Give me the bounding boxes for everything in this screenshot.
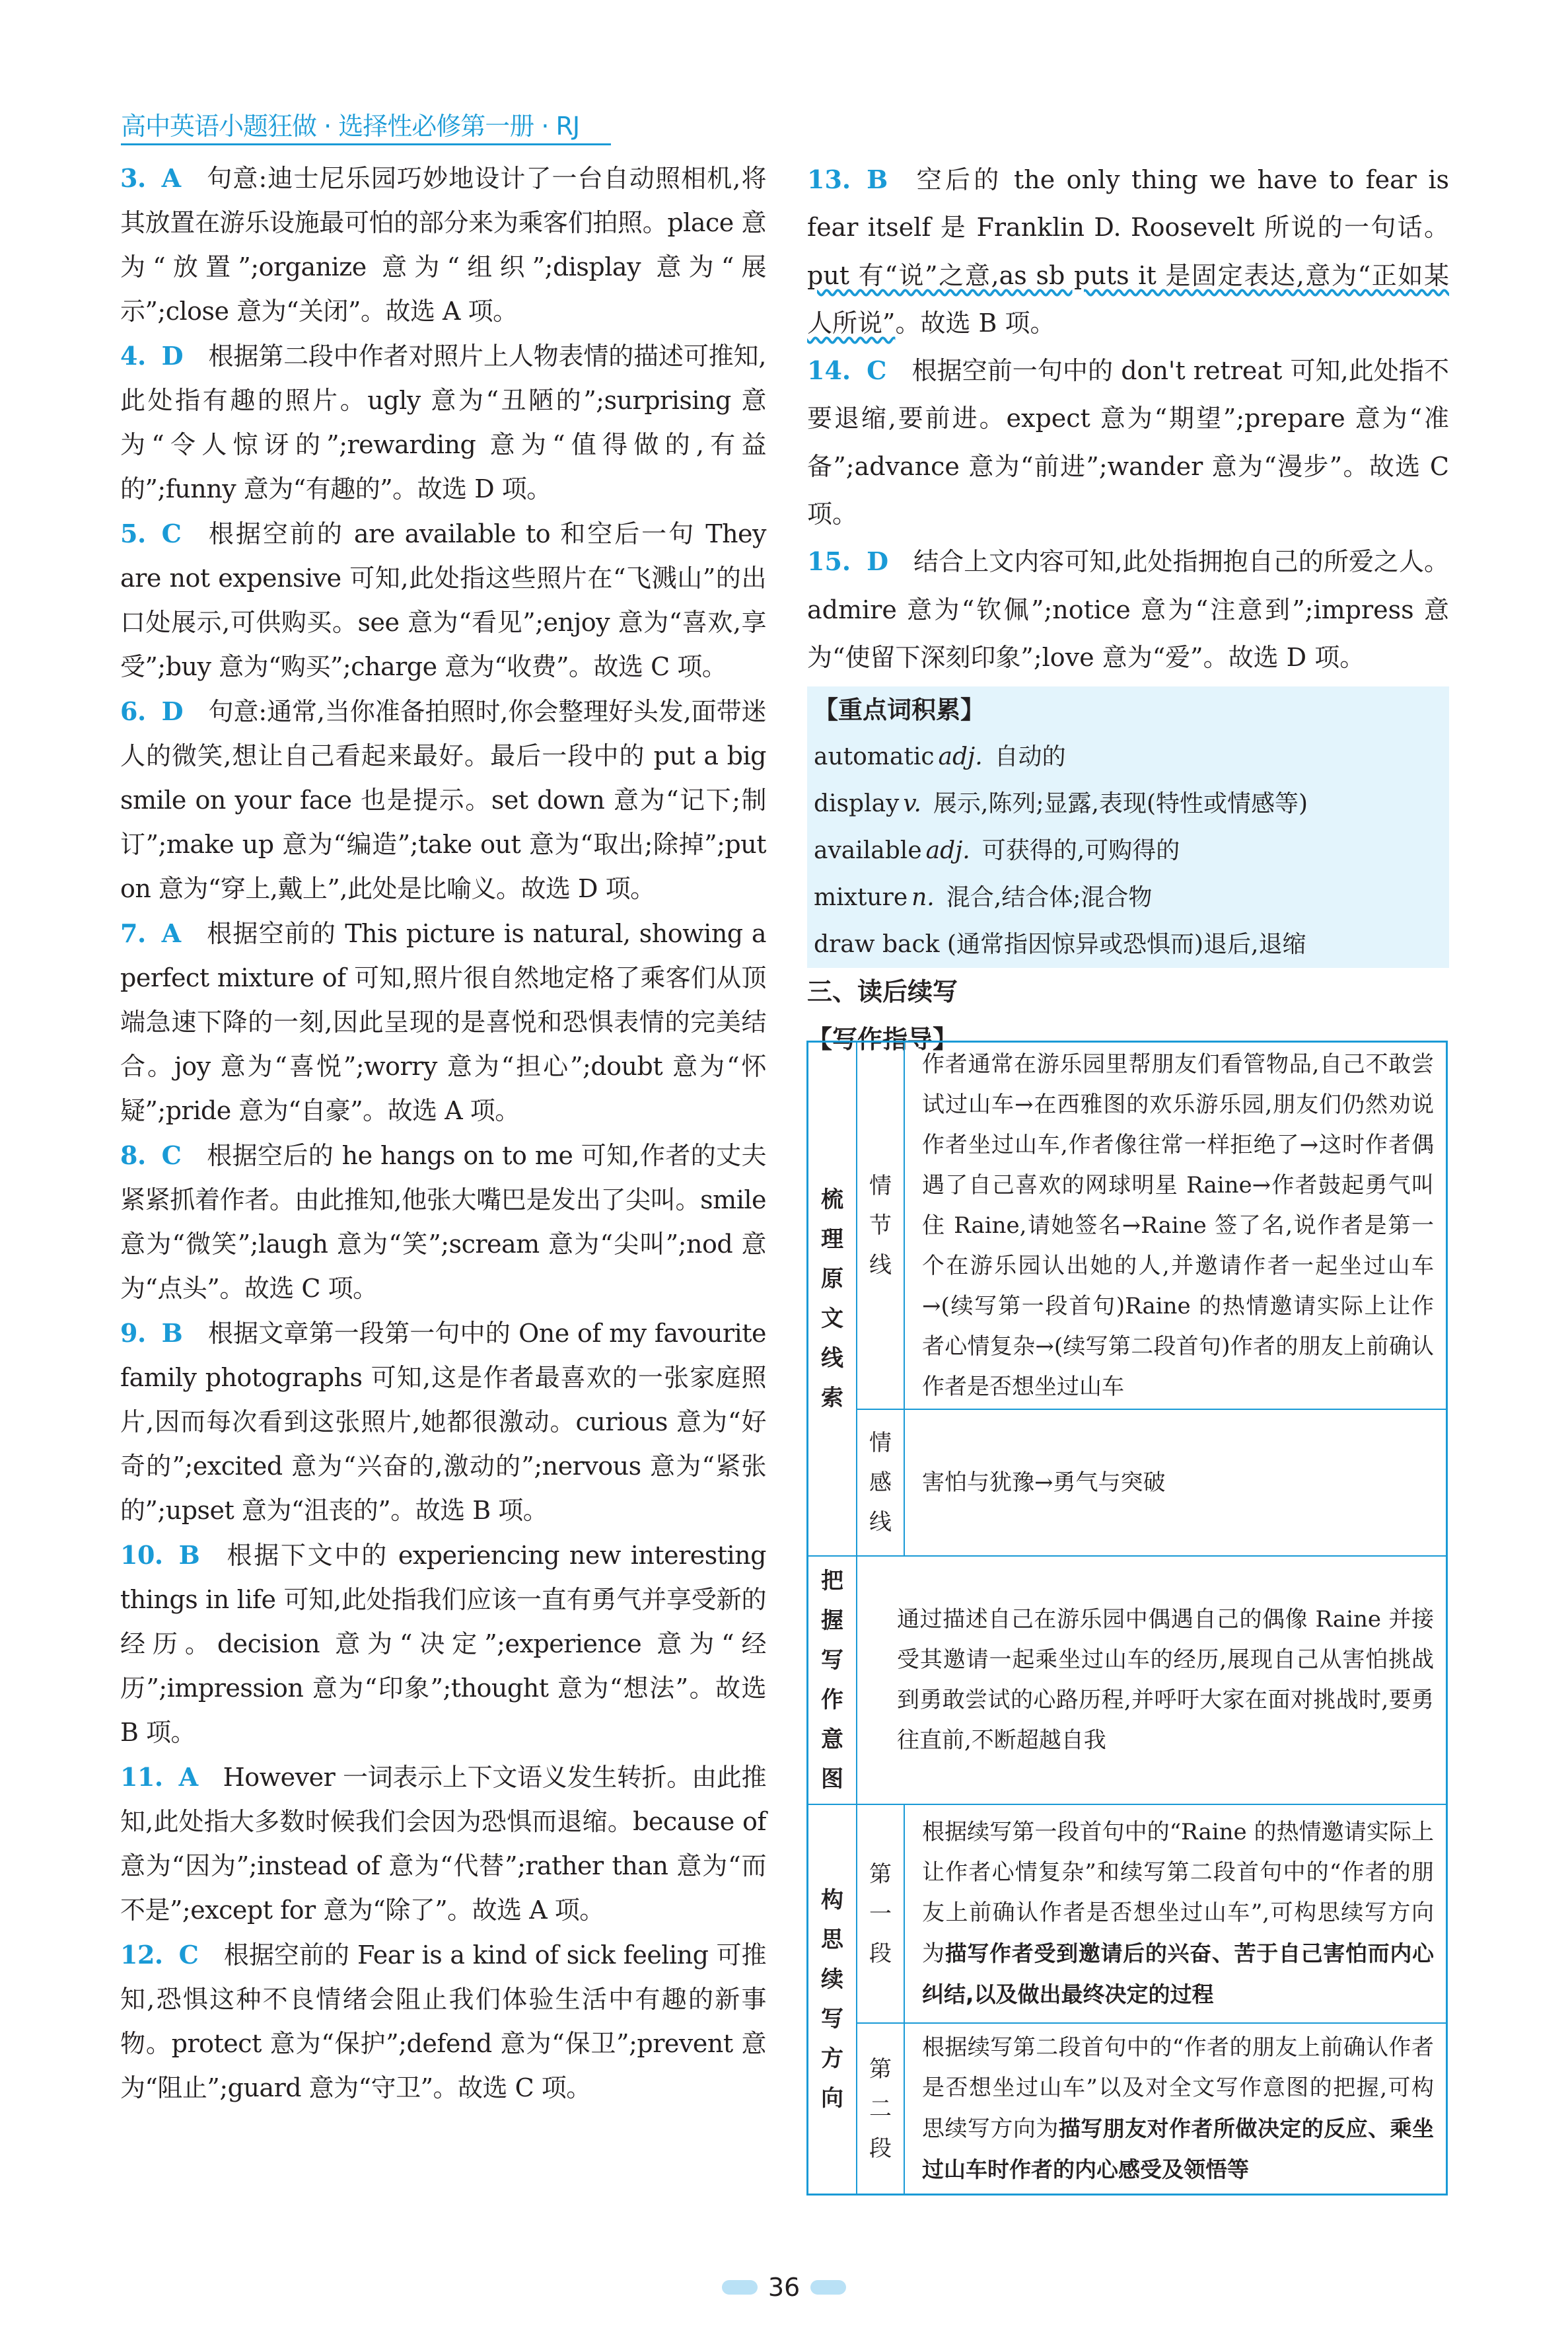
answer-item — [120, 1133, 766, 1311]
item-number: 11. — [120, 1762, 163, 1792]
writing-intent-text: 通过描述自己在游乐园中偶遇自己的偶像 Raine 并接受其邀请一起乘坐过山车的经历,展现自己从害怕挑战到勇敢尝试的心路历程,并呼吁大家在面对挑战时,要勇往直前,不断超越自我 — [857, 1557, 1446, 1805]
vocab-meaning: 展示,陈列;显露,表现(特性或情感等) — [933, 790, 1308, 818]
item-explanation: However 一词表示上下文语义发生转折。由此推知,此处指大多数时候我们会因为恐惧而退缩。because of 意为“因为”;instead of 意为“代替”;rather than 意为“而不是”;except for 意为“除了”。故选 A 项。 — [120, 1763, 766, 1925]
item-answer: D — [161, 696, 184, 726]
label-char: 思 — [821, 1927, 843, 1953]
item-number: 3. — [120, 163, 146, 193]
label-char: 图 — [821, 1766, 843, 1792]
page-pill-left — [722, 2280, 758, 2295]
item-answer: C — [178, 1940, 199, 1970]
label-char: 续 — [821, 1966, 843, 1993]
item-number: 15. — [807, 546, 851, 577]
vocab-meaning: (通常指因惊异或恐惧而)退后,退缩 — [946, 931, 1306, 959]
item-explanation: 句意:迪士尼乐园巧妙地设计了一台自动照相机,将其放置在游乐设施最可怕的部分来为乘客们拍照。place 意为“放置”;organize 意为“组织”;display 意为“展示”;close 意为“关闭”。故选 A 项。 — [120, 164, 766, 326]
paragraph-1-direction — [905, 1805, 1446, 2024]
p1-text: 根据续写第一段首句中的“Raine 的热情邀请实际上让作者心情复杂”和续写第二段首句中的“作者的朋友上前确认作者是否想坐过山车”,可构思续写方向为 — [922, 1819, 1434, 1967]
answer-item — [120, 511, 766, 689]
label-continuation-direction — [808, 1805, 857, 2194]
plot-line-text: 作者通常在游乐园里帮朋友们看管物品,自己不敢尝试过山车→在西雅图的欢乐游乐园,朋友们仍然劝说作者坐过山车,作者像往常一样拒绝了→这时作者偶遇了自己喜欢的网球明星 Raine→作者鼓起勇气叫住 Raine,请她签名→Raine 签了名,说作者是第一个在游乐园认出她的人,并邀请作者一起坐过山车→(续写第一段首句)Raine 的热情邀请实际上让作者心情复杂→(续写第二段首句)作者的朋友上前确认作者是否想坐过山车 — [905, 1043, 1446, 1410]
label-char: 情 — [869, 1430, 892, 1456]
label-char: 第 — [869, 1861, 892, 1888]
page-number: 36 — [767, 2273, 801, 2302]
label-paragraph-2 — [857, 2024, 905, 2194]
item-answer: D — [867, 546, 889, 577]
vocab-pos: adj. — [938, 743, 983, 771]
item-explanation: 根据空后的 he hangs on to me 可知,作者的丈夫紧紧抓着作者。由此推知,他张大嘴巴是发出了尖叫。smile 意为“微笑”;laugh 意为“笑”;scream 意为“尖叫”;nod 意为“点头”。故选 C 项。 — [120, 1141, 766, 1303]
p1-bold-text: 描写作者受到邀请后的兴奋、苦于自己害怕而内心纠结,以及做出最终决定的过程 — [922, 1940, 1435, 2007]
vocab-pos: adj. — [925, 837, 970, 865]
item-answer: A — [161, 163, 181, 193]
vocab-pos: v. — [903, 790, 921, 818]
item-answer: B — [867, 165, 888, 194]
item-answer: D — [161, 341, 184, 371]
item-explanation: 根据文章第一段第一句中的 One of my favourite family photographs 可知,这是作者最喜欢的一张家庭照片,因而每次看到这张照片,她都很激动。curious 意为“好奇的”;excited 意为“兴奋的,激动的”;nervous 意为“紧张的”;upset 意为“沮丧的”。故选 B 项。 — [120, 1319, 766, 1525]
item-number: 5. — [120, 519, 146, 548]
vocab-meaning: 可获得的,可购得的 — [981, 837, 1180, 865]
vocab-word: display — [814, 790, 900, 818]
item-number: 12. — [120, 1940, 163, 1970]
label-char: 理 — [821, 1226, 843, 1253]
vocab-entry — [814, 874, 1443, 921]
label-char: 向 — [821, 2085, 843, 2112]
answer-item — [807, 347, 1449, 538]
item-explanation: 空后的 the only thing we have to fear is fear itself 是 Franklin D. Roosevelt 所说的一句话。 — [807, 165, 1449, 242]
p2-text: 根据续写第二段首句中的“作者的朋友上前确认作者是否想坐过山车”以及对全文写作意图的把握,可构思续写方向为 — [922, 2034, 1434, 2142]
label-char: 索 — [821, 1385, 843, 1411]
label-char: 感 — [869, 1469, 892, 1496]
item-explanation-end: 。故选 B 项。 — [895, 308, 1055, 338]
label-char: 意 — [821, 1726, 843, 1753]
item-number: 6. — [120, 696, 146, 726]
label-writing-intent — [808, 1557, 857, 1805]
item-explanation: 根据空前的 are available to 和空后一句 They are not expensive 可知,此处指这些照片在“飞溅山”的出口处展示,可供购买。see 意为“看见”;enjoy 意为“喜欢,享受”;buy 意为“购买”;charge 意为“收费”。故选 C 项。 — [120, 519, 766, 681]
label-sort-clues — [808, 1043, 857, 1557]
item-number: 14. — [807, 355, 851, 386]
item-answer: B — [161, 1318, 183, 1348]
answer-item — [120, 1533, 766, 1755]
vocab-title: 【重点词积累】 — [814, 696, 985, 725]
item-explanation: 根据第二段中作者对照片上人物表情的描述可推知,此处指有趣的照片。ugly 意为“丑陋的”;surprising 意为“令人惊讶的”;rewarding 意为“值得做的,有益的”;funny 意为“有趣的”。故选 D 项。 — [120, 342, 766, 503]
item-explanation: 结合上文内容可知,此处指拥抱自己的所爱之人。admire 意为“钦佩”;notice 意为“注意到”;impress 意为“使留下深刻印象”;love 意为“爱”。故选 D 项。 — [807, 547, 1449, 672]
right-column — [807, 156, 1449, 1063]
item-answer: C — [161, 519, 182, 548]
vocab-pos: n. — [911, 884, 935, 912]
page-pill-right — [810, 2280, 846, 2295]
answer-item — [120, 1933, 766, 2110]
running-header: 高中英语小题狂做 · 选择性必修第一册 · RJ — [121, 112, 580, 141]
label-paragraph-1 — [857, 1805, 905, 2024]
label-char: 写 — [821, 1647, 843, 1674]
label-char: 方 — [821, 2046, 843, 2072]
label-char: 写 — [821, 2006, 843, 2032]
item-explanation: 根据空前一句中的 don't retreat 可知,此处指不要退缩,要前进。expect 意为“期望”;prepare 意为“准备”;advance 意为“前进”;wander 意为“漫步”。故选 C 项。 — [807, 356, 1449, 529]
item-number: 7. — [120, 918, 146, 948]
vocab-meaning: 混合,结合体;混合物 — [946, 884, 1153, 912]
item-explanation: 根据下文中的 experiencing new interesting things in life 可知,此处指我们应该一直有勇气并享受新的经历。decision 意为“决定”;experience 意为“经历”;impression 意为“印象”;thought 意为“想法”。故选 B 项。 — [120, 1541, 766, 1747]
vocab-meaning: 自动的 — [994, 743, 1066, 771]
vocab-word: available — [814, 837, 922, 865]
answer-item — [807, 538, 1449, 681]
answer-item — [120, 334, 766, 511]
item-answer: C — [161, 1140, 182, 1170]
item-explanation: 根据空前的 Fear is a kind of sick feeling 可推知,恐惧这种不良情绪会阻止我们体验生活中有趣的新事物。protect 意为“保护”;defend 意为“保卫”;prevent 意为“阻止”;guard 意为“守卫”。故选 C 项。 — [120, 1940, 766, 2102]
label-char: 把 — [821, 1568, 843, 1594]
label-char: 二 — [869, 2095, 892, 2122]
vocab-word: mixture — [814, 884, 908, 912]
label-char: 线 — [869, 1509, 892, 1535]
label-char: 文 — [821, 1306, 843, 1332]
label-char: 构 — [821, 1887, 843, 1913]
label-char: 一 — [869, 1900, 892, 1927]
label-char: 情 — [869, 1173, 892, 1199]
header-rule — [121, 143, 611, 145]
vocab-word: automatic — [814, 743, 935, 771]
section-subtitle: 【写作指导】 — [807, 1025, 958, 1054]
emotion-line-text: 害怕与犹豫→勇气与突破 — [905, 1410, 1446, 1557]
label-char: 握 — [821, 1607, 843, 1634]
label-plot-line — [857, 1043, 905, 1410]
p2-bold-text: 描写朋友对作者所做决定的反应、乘坐过山车时作者的内心感受及领悟等 — [922, 2115, 1435, 2182]
label-char: 梳 — [821, 1187, 843, 1213]
label-char: 线 — [869, 1252, 892, 1278]
answer-item — [120, 911, 766, 1133]
item-number: 10. — [120, 1540, 163, 1570]
label-char: 节 — [869, 1212, 892, 1239]
vocab-entry — [814, 921, 1443, 968]
answer-item — [120, 1311, 766, 1533]
left-column — [120, 156, 766, 2110]
section-title: 三、读后续写 — [807, 977, 958, 1007]
vocab-entry — [814, 780, 1443, 827]
vocab-entry — [814, 733, 1443, 780]
key-vocabulary-box — [807, 686, 1449, 968]
label-char: 段 — [869, 2135, 892, 2162]
writing-guide-table — [806, 1041, 1448, 2196]
label-char: 作 — [821, 1687, 843, 1713]
item-explanation: 句意:通常,当你准备拍照时,你会整理好头发,面带迷人的微笑,想让自己看起来最好。最后一段中的 put a big smile on your face 也是提示。set down 意为“记下;制订”;make up 意为“编造”;take out 意为“取出;除掉”;put on 意为“穿上,戴上”,此处是比喻义。故选 D 项。 — [120, 697, 766, 903]
item-answer: B — [178, 1540, 200, 1570]
page-footer — [694, 2273, 874, 2302]
paragraph-2-direction — [905, 2024, 1446, 2194]
item-answer: A — [161, 918, 181, 948]
label-emotion-line — [857, 1410, 905, 1557]
item-answer: C — [867, 355, 887, 386]
item-answer: A — [178, 1762, 198, 1792]
answer-item — [120, 689, 766, 911]
item-number: 4. — [120, 341, 146, 371]
answer-item — [120, 1755, 766, 1933]
label-char: 段 — [869, 1940, 892, 1967]
item-explanation: 根据空前的 This picture is natural, showing a perfect mixture of 可知,照片很自然地定格了乘客们从顶端急速下降的一刻,因此呈现的是喜悦和恐惧表情的完美结合。joy 意为“喜悦”;worry 意为“担心”;doubt 意为“怀疑”;pride 意为“自豪”。故选 A 项。 — [120, 919, 766, 1125]
vocab-word: draw back — [814, 931, 940, 959]
vocab-entry — [814, 827, 1443, 874]
label-char: 第 — [869, 2055, 892, 2083]
item-number: 9. — [120, 1318, 146, 1348]
item-number: 8. — [120, 1140, 146, 1170]
label-char: 原 — [821, 1266, 843, 1292]
item-number: 13. — [807, 165, 851, 194]
answer-item — [807, 156, 1449, 347]
item-highlight: put 有“说”之意,as sb puts it 是固定表达,意为“正如某人所说” — [807, 260, 1449, 338]
label-char: 线 — [821, 1345, 843, 1372]
answer-item — [120, 156, 766, 334]
